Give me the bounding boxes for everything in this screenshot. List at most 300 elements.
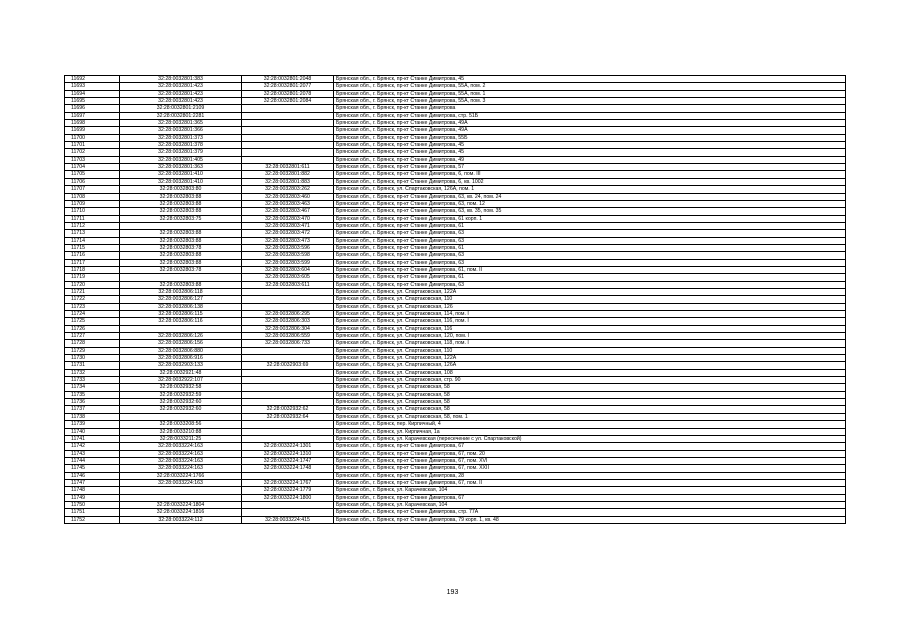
row-number-cell: 11722 — [65, 296, 120, 303]
object-cadastral-number-cell — [242, 149, 334, 156]
object-cadastral-number-cell: 32:28:0033224:1779 — [242, 487, 334, 494]
address-cell: Брянская обл., г. Брянск, ул. Спартаковская, 58 — [334, 406, 846, 413]
address-cell: Брянская обл., г. Брянск, пр-кт Станке Димитрова, 55А, пом. 2 — [334, 83, 846, 90]
object-cadastral-number-cell — [242, 127, 334, 134]
object-cadastral-number-cell: 32:28:0032801:2077 — [242, 83, 334, 90]
row-number-cell: 11713 — [65, 230, 120, 237]
land-cadastral-number-cell: 32:28:0033224:163 — [120, 465, 242, 472]
row-number-cell: 11728 — [65, 340, 120, 347]
land-cadastral-number-cell — [120, 325, 242, 332]
object-cadastral-number-cell: 32:28:0032806:559 — [242, 333, 334, 340]
row-number-cell: 11698 — [65, 120, 120, 127]
row-number-cell: 11752 — [65, 516, 120, 523]
land-cadastral-number-cell: 32:28:0032803:88 — [120, 259, 242, 266]
table-row — [65, 193, 846, 200]
row-number-cell: 11732 — [65, 369, 120, 376]
object-cadastral-number-cell: 32:28:0033224:1301 — [242, 443, 334, 450]
row-number-cell: 11729 — [65, 347, 120, 354]
row-number-cell: 11707 — [65, 186, 120, 193]
land-cadastral-number-cell: 32:28:0033224:163 — [120, 479, 242, 486]
land-cadastral-number-cell: 32:28:0032806:118 — [120, 288, 242, 295]
table-row — [65, 472, 846, 479]
land-cadastral-number-cell: 32:28:0032806:880 — [120, 347, 242, 354]
table-row — [65, 281, 846, 288]
row-number-cell: 11747 — [65, 479, 120, 486]
table-row — [65, 311, 846, 318]
land-cadastral-number-cell: 32:28:0033224:1766 — [120, 472, 242, 479]
table-row — [65, 134, 846, 141]
object-cadastral-number-cell: 32:28:0032803:604 — [242, 266, 334, 273]
address-cell: Брянская обл., г. Брянск, пр-кт Станке Димитрова, 61, пом. II — [334, 266, 846, 273]
table-row — [65, 266, 846, 273]
land-cadastral-number-cell — [120, 222, 242, 229]
address-cell: Брянская обл., г. Брянск, пр-кт Станке Димитрова, 63, пом. 12 — [334, 200, 846, 207]
land-cadastral-number-cell: 32:28:0032801:2109 — [120, 105, 242, 112]
table-row — [65, 303, 846, 310]
row-number-cell: 11731 — [65, 362, 120, 369]
land-cadastral-number-cell: 32:28:0032801:378 — [120, 142, 242, 149]
address-cell: Брянская обл., г. Брянск, ул. Спартаковская, 58, пом. 1 — [334, 413, 846, 420]
object-cadastral-number-cell — [242, 120, 334, 127]
land-cadastral-number-cell: 32:28:0032801:410 — [120, 178, 242, 185]
object-cadastral-number-cell: 32:28:0033224:1748 — [242, 465, 334, 472]
table-row — [65, 457, 846, 464]
table-row — [65, 178, 846, 185]
address-cell: Брянская обл., г. Брянск, ул. Спартаковская, 118, пом. I — [334, 340, 846, 347]
land-cadastral-number-cell: 32:28:0032801:405 — [120, 156, 242, 163]
address-cell: Брянская обл., г. Брянск, ул. Спартаковская, 114, пом. I — [334, 311, 846, 318]
page-number: 193 — [446, 589, 459, 596]
object-cadastral-number-cell — [242, 156, 334, 163]
row-number-cell: 11727 — [65, 333, 120, 340]
address-cell: Брянская обл., г. Брянск, пр-кт Станке Димитрова, 61 — [334, 222, 846, 229]
row-number-cell: 11708 — [65, 193, 120, 200]
address-cell: Брянская обл., г. Брянск, пр-кт Станке Димитрова, 63 — [334, 230, 846, 237]
row-number-cell: 11705 — [65, 171, 120, 178]
table-row — [65, 362, 846, 369]
row-number-cell: 11703 — [65, 156, 120, 163]
land-cadastral-number-cell: 32:28:0032806:138 — [120, 303, 242, 310]
object-cadastral-number-cell: 32:28:0033224:415 — [242, 516, 334, 523]
land-cadastral-number-cell: 32:28:0032803:78 — [120, 266, 242, 273]
table-row — [65, 443, 846, 450]
object-cadastral-number-cell — [242, 391, 334, 398]
row-number-cell: 11696 — [65, 105, 120, 112]
row-number-cell: 11695 — [65, 98, 120, 105]
object-cadastral-number-cell: 32:28:0032806:304 — [242, 325, 334, 332]
table-row — [65, 244, 846, 251]
table-row — [65, 384, 846, 391]
table-row — [65, 325, 846, 332]
table-row — [65, 509, 846, 516]
object-cadastral-number-cell: 32:28:0032803:472 — [242, 230, 334, 237]
address-cell: Брянская обл., г. Брянск, пр-кт Станке Димитрова, 61 — [334, 274, 846, 281]
row-number-cell: 11750 — [65, 501, 120, 508]
land-cadastral-number-cell: 32:28:0032803:78 — [120, 244, 242, 251]
row-number-cell: 11704 — [65, 164, 120, 171]
address-cell: Брянская обл., г. Брянск, ул. Спартаковская, 126А — [334, 362, 846, 369]
land-cadastral-number-cell: 32:28:0032801:2281 — [120, 112, 242, 119]
address-cell: Брянская обл., г. Брянск, ул. Спартаковская, 58 — [334, 384, 846, 391]
address-cell: Брянская обл., г. Брянск, пр-кт Станке Димитрова, 45 — [334, 149, 846, 156]
table-row — [65, 83, 846, 90]
address-cell: Брянская обл., г. Брянск, пр-кт Станке Димитрова, 67, пом. 20 — [334, 450, 846, 457]
address-cell: Брянская обл., г. Брянск, пр-кт Станке Димитрова, 45 — [334, 142, 846, 149]
row-number-cell: 11702 — [65, 149, 120, 156]
row-number-cell: 11730 — [65, 355, 120, 362]
row-number-cell: 11712 — [65, 222, 120, 229]
address-cell: Брянская обл., г. Брянск, ул. Спартаковская, 116 — [334, 325, 846, 332]
address-cell: Брянская обл., г. Брянск, пр-кт Станке Димитрова, стр. 77А — [334, 509, 846, 516]
row-number-cell: 11744 — [65, 457, 120, 464]
land-cadastral-number-cell: 32:28:0033224:112 — [120, 516, 242, 523]
object-cadastral-number-cell: 32:28:0032803:460 — [242, 193, 334, 200]
address-cell: Брянская обл., г. Брянск, ул. Спартаковская, 110 — [334, 347, 846, 354]
object-cadastral-number-cell: 32:28:0032803:605 — [242, 274, 334, 281]
table-row — [65, 340, 846, 347]
address-cell: Брянская обл., г. Брянск, ул. Спартаковская, 110 — [334, 296, 846, 303]
object-cadastral-number-cell — [242, 435, 334, 442]
address-cell: Брянская обл., г. Брянск, пр-кт Станке Димитрова, 63 — [334, 237, 846, 244]
object-cadastral-number-cell: 32:28:0032803:598 — [242, 252, 334, 259]
address-cell: Брянская обл., г. Брянск, пр-кт Станке Димитрова, 49А — [334, 120, 846, 127]
object-cadastral-number-cell: 32:28:0033224:1767 — [242, 479, 334, 486]
object-cadastral-number-cell — [242, 347, 334, 354]
address-cell: Брянская обл., г. Брянск, ул. Кирпичная, 1а — [334, 428, 846, 435]
address-cell: Брянская обл., г. Брянск, пр-кт Станке Димитрова, 63 — [334, 259, 846, 266]
land-cadastral-number-cell: 32:28:0032806:156 — [120, 340, 242, 347]
address-cell: Брянская обл., г. Брянск, пр-кт Станке Димитрова, 63, кв. 35, пом. 35 — [334, 208, 846, 215]
object-cadastral-number-cell: 32:28:0032801:883 — [242, 178, 334, 185]
row-number-cell: 11697 — [65, 112, 120, 119]
land-cadastral-number-cell: 32:28:0032801:410 — [120, 171, 242, 178]
address-cell: Брянская обл., г. Брянск, пер. Кирпичный, 4 — [334, 421, 846, 428]
object-cadastral-number-cell: 32:28:0032803:611 — [242, 281, 334, 288]
object-cadastral-number-cell — [242, 509, 334, 516]
land-cadastral-number-cell: 32:28:0033208:56 — [120, 421, 242, 428]
table-row — [65, 215, 846, 222]
row-number-cell: 11743 — [65, 450, 120, 457]
land-cadastral-number-cell — [120, 274, 242, 281]
land-cadastral-number-cell: 32:28:0032922:107 — [120, 377, 242, 384]
table-row — [65, 127, 846, 134]
address-cell: Брянская обл., г. Брянск, пр-кт Станке Димитрова, 63, кв. 24, пом. 24 — [334, 193, 846, 200]
object-cadastral-number-cell — [242, 501, 334, 508]
address-cell: Брянская обл., г. Брянск, пр-кт Станке Димитрова, 79 корп. 1, кв. 48 — [334, 516, 846, 523]
row-number-cell: 11694 — [65, 90, 120, 97]
table-row — [65, 428, 846, 435]
row-number-cell: 11720 — [65, 281, 120, 288]
address-cell: Брянская обл., г. Брянск, ул. Спартаковская, 122А — [334, 288, 846, 295]
land-cadastral-number-cell: 32:28:0032803:88 — [120, 230, 242, 237]
row-number-cell: 11734 — [65, 384, 120, 391]
object-cadastral-number-cell — [242, 399, 334, 406]
row-number-cell: 11692 — [65, 76, 120, 83]
row-number-cell: 11738 — [65, 413, 120, 420]
row-number-cell: 11711 — [65, 215, 120, 222]
table-row — [65, 465, 846, 472]
row-number-cell: 11726 — [65, 325, 120, 332]
land-cadastral-number-cell: 32:28:0032806:115 — [120, 311, 242, 318]
object-cadastral-number-cell: 32:28:0032801:2048 — [242, 76, 334, 83]
object-cadastral-number-cell: 32:28:0032803:473 — [242, 237, 334, 244]
row-number-cell: 11715 — [65, 244, 120, 251]
table-row — [65, 200, 846, 207]
address-cell: Брянская обл., г. Брянск, пр-кт Станке Димитрова, 67, пом. II — [334, 479, 846, 486]
table-row — [65, 501, 846, 508]
land-cadastral-number-cell: 32:28:0032803:88 — [120, 252, 242, 259]
object-cadastral-number-cell — [242, 384, 334, 391]
row-number-cell: 11737 — [65, 406, 120, 413]
address-cell: Брянская обл., г. Брянск, ул. Спартаковская, 116, пом. I — [334, 318, 846, 325]
row-number-cell: 11751 — [65, 509, 120, 516]
address-cell: Брянская обл., г. Брянск, пр-кт Станке Димитрова — [334, 105, 846, 112]
address-cell: Брянская обл., г. Брянск, пр-кт Станке Димитрова, 45 — [334, 76, 846, 83]
land-cadastral-number-cell: 32:28:0032803:88 — [120, 193, 242, 200]
table-row — [65, 237, 846, 244]
row-number-cell: 11706 — [65, 178, 120, 185]
object-cadastral-number-cell: 32:28:0032801:882 — [242, 171, 334, 178]
row-number-cell: 11746 — [65, 472, 120, 479]
table-row — [65, 347, 846, 354]
land-cadastral-number-cell: 32:28:0032803:80 — [120, 186, 242, 193]
object-cadastral-number-cell: 32:28:0033224:1310 — [242, 450, 334, 457]
address-cell: Брянская обл., г. Брянск, ул. Спартаковская, 126 — [334, 303, 846, 310]
object-cadastral-number-cell — [242, 472, 334, 479]
object-cadastral-number-cell: 32:28:0032803:467 — [242, 208, 334, 215]
address-cell: Брянская обл., г. Брянск, пр-кт Станке Димитрова, стр. 51Б — [334, 112, 846, 119]
row-number-cell: 11742 — [65, 443, 120, 450]
table-row — [65, 186, 846, 193]
table-row — [65, 318, 846, 325]
land-cadastral-number-cell: 32:28:0032806:127 — [120, 296, 242, 303]
row-number-cell: 11740 — [65, 428, 120, 435]
land-cadastral-number-cell: 32:28:0032801:366 — [120, 127, 242, 134]
table-row — [65, 222, 846, 229]
row-number-cell: 11739 — [65, 421, 120, 428]
address-cell: Брянская обл., г. Брянск, ул. Спартаковская, 120, пом. I — [334, 333, 846, 340]
land-cadastral-number-cell: 32:28:0032801:373 — [120, 134, 242, 141]
address-cell: Брянская обл., г. Брянск, пр-кт Станке Димитрова, 55А, пом. 1 — [334, 90, 846, 97]
land-cadastral-number-cell: 32:28:0033224:163 — [120, 443, 242, 450]
land-cadastral-number-cell: 32:28:0032806:126 — [120, 333, 242, 340]
object-cadastral-number-cell — [242, 105, 334, 112]
object-cadastral-number-cell: 32:28:0032932:62 — [242, 406, 334, 413]
land-cadastral-number-cell: 32:28:0032801:363 — [120, 164, 242, 171]
land-cadastral-number-cell: 32:28:0033211:25 — [120, 435, 242, 442]
land-cadastral-number-cell: 32:28:0032801:365 — [120, 120, 242, 127]
table-row — [65, 494, 846, 501]
land-cadastral-number-cell: 32:28:0032806:916 — [120, 355, 242, 362]
object-cadastral-number-cell: 32:28:0032803:599 — [242, 259, 334, 266]
object-cadastral-number-cell — [242, 134, 334, 141]
object-cadastral-number-cell: 32:28:0032806:303 — [242, 318, 334, 325]
row-number-cell: 11724 — [65, 311, 120, 318]
address-cell: Брянская обл., г. Брянск, пр-кт Станке Димитрова, 67 — [334, 494, 846, 501]
address-cell: Брянская обл., г. Брянск, пр-кт Станке Димитрова, 49 — [334, 156, 846, 163]
address-cell: Брянская обл., г. Брянск, пр-кт Станке Димитрова, 49А — [334, 127, 846, 134]
land-cadastral-number-cell: 32:28:0033210:88 — [120, 428, 242, 435]
property-table — [64, 75, 845, 524]
table-row — [65, 391, 846, 398]
table-row — [65, 149, 846, 156]
address-cell: Брянская обл., г. Брянск, пр-кт Станке Димитрова, 6, кв. 1002 — [334, 178, 846, 185]
address-cell: Брянская обл., г. Брянск, ул. Спартаковская, 58 — [334, 399, 846, 406]
address-cell: Брянская обл., г. Брянск, ул. Карачевская (пересечение с ул. Спартаковской) — [334, 435, 846, 442]
land-cadastral-number-cell: 32:28:0032803:88 — [120, 281, 242, 288]
table-row — [65, 171, 846, 178]
object-cadastral-number-cell: 32:28:0032803:470 — [242, 215, 334, 222]
address-cell: Брянская обл., г. Брянск, пр-кт Станке Димитрова, 63 — [334, 252, 846, 259]
land-cadastral-number-cell: 32:28:0032903:133 — [120, 362, 242, 369]
object-cadastral-number-cell — [242, 303, 334, 310]
row-number-cell: 11710 — [65, 208, 120, 215]
table-row — [65, 450, 846, 457]
land-cadastral-number-cell: 32:28:0032801:423 — [120, 90, 242, 97]
object-cadastral-number-cell: 32:28:0032801:2084 — [242, 98, 334, 105]
object-cadastral-number-cell — [242, 421, 334, 428]
table-row — [65, 288, 846, 295]
table-row — [65, 142, 846, 149]
address-cell: Брянская обл., г. Брянск, пр-кт Станке Димитрова, 63 — [334, 281, 846, 288]
property-table-grid — [64, 75, 846, 524]
address-cell: Брянская обл., г. Брянск, пр-кт Станке Димитрова, 67, пом. XVI — [334, 457, 846, 464]
land-cadastral-number-cell: 32:28:0032806:116 — [120, 318, 242, 325]
table-row — [65, 230, 846, 237]
table-row — [65, 369, 846, 376]
table-row — [65, 296, 846, 303]
table-row — [65, 479, 846, 486]
land-cadastral-number-cell: 32:28:0032801:383 — [120, 76, 242, 83]
address-cell: Брянская обл., г. Брянск, ул. Спартаковская, 126А, пом. 1 — [334, 186, 846, 193]
row-number-cell: 11736 — [65, 399, 120, 406]
row-number-cell: 11735 — [65, 391, 120, 398]
object-cadastral-number-cell: 32:28:0032803:262 — [242, 186, 334, 193]
land-cadastral-number-cell: 32:28:0032803:75 — [120, 215, 242, 222]
land-cadastral-number-cell: 32:28:0032803:88 — [120, 237, 242, 244]
row-number-cell: 11693 — [65, 83, 120, 90]
address-cell: Брянская обл., г. Брянск, ул. Карачевская, 104 — [334, 501, 846, 508]
land-cadastral-number-cell: 32:28:0033224:1804 — [120, 501, 242, 508]
table-row — [65, 90, 846, 97]
table-row — [65, 112, 846, 119]
land-cadastral-number-cell: 32:28:0032932:60 — [120, 406, 242, 413]
object-cadastral-number-cell: 32:28:0033224:1800 — [242, 494, 334, 501]
row-number-cell: 11748 — [65, 487, 120, 494]
land-cadastral-number-cell: 32:28:0033224:163 — [120, 450, 242, 457]
land-cadastral-number-cell — [120, 413, 242, 420]
table-row — [65, 164, 846, 171]
object-cadastral-number-cell: 32:28:0032903:69 — [242, 362, 334, 369]
table-row — [65, 516, 846, 523]
object-cadastral-number-cell — [242, 377, 334, 384]
address-cell: Брянская обл., г. Брянск, ул. Спартаковская, стр. 90 — [334, 377, 846, 384]
land-cadastral-number-cell: 32:28:0032803:88 — [120, 200, 242, 207]
row-number-cell: 11717 — [65, 259, 120, 266]
row-number-cell: 11716 — [65, 252, 120, 259]
object-cadastral-number-cell: 32:28:0032803:596 — [242, 244, 334, 251]
table-row — [65, 252, 846, 259]
row-number-cell: 11699 — [65, 127, 120, 134]
object-cadastral-number-cell — [242, 112, 334, 119]
object-cadastral-number-cell — [242, 142, 334, 149]
address-cell: Брянская обл., г. Брянск, пр-кт Станке Димитрова, 61 — [334, 244, 846, 251]
land-cadastral-number-cell: 32:28:0032932:59 — [120, 391, 242, 398]
object-cadastral-number-cell: 32:28:0032803:463 — [242, 200, 334, 207]
table-row — [65, 98, 846, 105]
table-row — [65, 120, 846, 127]
land-cadastral-number-cell — [120, 494, 242, 501]
address-cell: Брянская обл., г. Брянск, пр-кт Станке Димитрова, 67, пом. XXII — [334, 465, 846, 472]
object-cadastral-number-cell: 32:28:0032801:2078 — [242, 90, 334, 97]
address-cell: Брянская обл., г. Брянск, пр-кт Станке Димитрова, 57 — [334, 164, 846, 171]
address-cell: Брянская обл., г. Брянск, пр-кт Станке Димитрова, 6, пом. III — [334, 171, 846, 178]
row-number-cell: 11749 — [65, 494, 120, 501]
land-cadastral-number-cell: 32:28:0032803:88 — [120, 208, 242, 215]
land-cadastral-number-cell: 32:28:0032801:423 — [120, 83, 242, 90]
land-cadastral-number-cell: 32:28:0032921:48 — [120, 369, 242, 376]
table-row — [65, 105, 846, 112]
object-cadastral-number-cell: 32:28:0033224:1747 — [242, 457, 334, 464]
table-row — [65, 259, 846, 266]
address-cell: Брянская обл., г. Брянск, пр-кт Станке Димитрова, 61 корп. 1 — [334, 215, 846, 222]
address-cell: Брянская обл., г. Брянск, ул. Спартаковская, 122А — [334, 355, 846, 362]
object-cadastral-number-cell: 32:28:0032806:733 — [242, 340, 334, 347]
row-number-cell: 11718 — [65, 266, 120, 273]
row-number-cell: 11745 — [65, 465, 120, 472]
table-row — [65, 76, 846, 83]
row-number-cell: 11709 — [65, 200, 120, 207]
object-cadastral-number-cell — [242, 288, 334, 295]
object-cadastral-number-cell — [242, 369, 334, 376]
table-row — [65, 274, 846, 281]
land-cadastral-number-cell: 32:28:0032932:60 — [120, 399, 242, 406]
land-cadastral-number-cell: 32:28:0033224:1816 — [120, 509, 242, 516]
row-number-cell: 11719 — [65, 274, 120, 281]
table-row — [65, 156, 846, 163]
table-row — [65, 421, 846, 428]
row-number-cell: 11700 — [65, 134, 120, 141]
address-cell: Брянская обл., г. Брянск, пр-кт Станке Димитрова, 67 — [334, 443, 846, 450]
address-cell: Брянская обл., г. Брянск, пр-кт Станке Димитрова, 55А, пом. 3 — [334, 98, 846, 105]
row-number-cell: 11723 — [65, 303, 120, 310]
table-row — [65, 399, 846, 406]
address-cell: Брянская обл., г. Брянск, ул. Карачевская, 104 — [334, 487, 846, 494]
object-cadastral-number-cell — [242, 355, 334, 362]
table-row — [65, 355, 846, 362]
row-number-cell: 11733 — [65, 377, 120, 384]
land-cadastral-number-cell: 32:28:0032801:379 — [120, 149, 242, 156]
table-row — [65, 435, 846, 442]
land-cadastral-number-cell: 32:28:0032801:423 — [120, 98, 242, 105]
object-cadastral-number-cell: 32:28:0032932:64 — [242, 413, 334, 420]
row-number-cell: 11741 — [65, 435, 120, 442]
address-cell: Брянская обл., г. Брянск, ул. Спартаковская, 108 — [334, 369, 846, 376]
row-number-cell: 11701 — [65, 142, 120, 149]
object-cadastral-number-cell: 32:28:0032801:611 — [242, 164, 334, 171]
row-number-cell: 11725 — [65, 318, 120, 325]
row-number-cell: 11714 — [65, 237, 120, 244]
address-cell: Брянская обл., г. Брянск, пр-кт Станке Димитрова, 55Б — [334, 134, 846, 141]
table-row — [65, 208, 846, 215]
object-cadastral-number-cell: 32:28:0032806:295 — [242, 311, 334, 318]
table-row — [65, 406, 846, 413]
object-cadastral-number-cell — [242, 428, 334, 435]
table-row — [65, 487, 846, 494]
table-row — [65, 413, 846, 420]
table-row — [65, 333, 846, 340]
land-cadastral-number-cell: 32:28:0032932:58 — [120, 384, 242, 391]
